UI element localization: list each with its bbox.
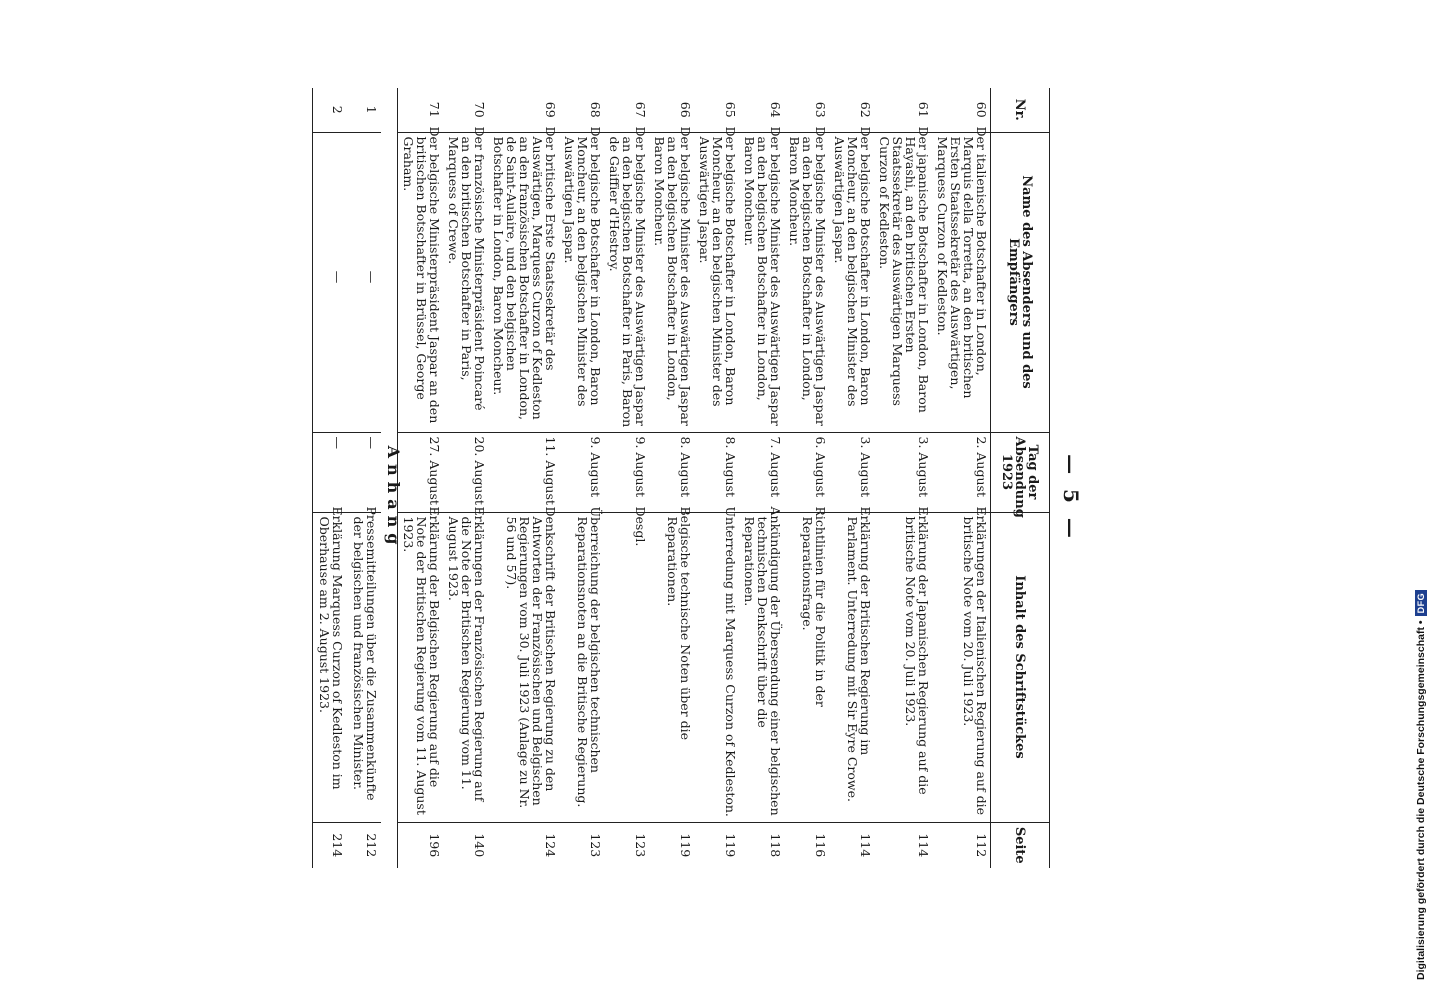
send-date: 27. August [398,432,444,512]
header-row [991,88,1050,868]
entry-number: 67 [633,101,648,118]
send-date: 2. August [932,432,991,512]
sender-recipient: Der belgische Botschafter in London, Baron Moncheur, an den belgischen Minister des Auswärtigen Jaspar. [694,132,739,432]
sender-recipient: Der belgische Minister des Auswärtigen Jaspar an den belgischen Botschafter in London, Baron Moncheur. [739,132,784,432]
page-number: — 5 — [1059,454,1083,542]
table-row [604,88,649,868]
page-ref: 119 [649,822,694,868]
document-content: Erklärungen der Italienischen Regierung auf die britische Note vom 20. Juli 1923. [932,512,991,822]
sender-recipient: — [347,132,381,432]
send-date: 11. August [488,432,559,512]
entry-number: 66 [678,101,693,118]
page-ref: 214 [313,822,348,868]
table-row [347,88,381,868]
entry-number: 61 [916,101,931,118]
sender-recipient: Der italienische Botschafter in London, Marquis della Torretta, an den britischen Ersten Staatssekretär des Auswärtigen, Marquess Curzon of Kedleston. [932,132,991,432]
page-ref: 212 [347,822,381,868]
page-ref: 196 [398,822,444,868]
dfg-logo: DFG [1415,590,1427,617]
page-ref: 116 [784,822,829,868]
header-content: Inhalt des Schriftstückes [991,512,1050,822]
sender-recipient: Der belgische Minister des Auswärtigen Jaspar an den belgischen Botschafter in London, Baron Moncheur. [649,132,694,432]
send-date: 7. August [739,432,784,512]
table-row [398,88,444,868]
sender-recipient: Der britische Erste Staatssekretär des Auswärtigen, Marquess Curzon of Kedleston an den französischen Botschafter in London, de Saint-Aulaire, und den belgischen Botschafter in London, Baron Moncheur. [488,132,559,432]
sender-recipient: Der belgische Minister des Auswärtigen Jaspar an den belgischen Botschafter in London, Baron Moncheur. [784,132,829,432]
document-content: Desgl. [604,512,649,822]
page-ref: 124 [488,822,559,868]
page-ref: 112 [932,822,991,868]
document-content: Erklärung der Britischen Regierung im Parlament. Unterredung mit Sir Eyre Crowe. [829,512,874,822]
entry-number: 71 [398,88,444,132]
header-name: Name des Absenders und des Empfängers [991,132,1050,432]
sender-recipient: Der belgische Minister des Auswärtigen Jaspar an den belgischen Botschafter in Paris, Baron de Gaiffier d'Hestroy. [604,132,649,432]
table-row [649,88,694,868]
document-content: Belgische technische Noten über die Reparationen. [649,512,694,822]
document-content: Pressemitteilungen über die Zusammenkünfte der belgischen und französischen Minister. [347,512,381,822]
page-ref: 114 [874,822,932,868]
send-date: 3. August [874,432,932,512]
send-date: 20. August [443,432,488,512]
document-content: Überreichung der belgischen technischen Reparationsnoten an die Britische Regierung. [559,512,604,822]
document-content: Erklärung der Belgischen Regierung auf die Note der Britischen Regierung vom 11. August 1923. [398,512,444,822]
send-date: 8. August [649,432,694,512]
document-content: Unterredung mit Marquess Curzon of Kedleston. [694,512,739,822]
send-date: 9. August [604,432,649,512]
page-ref: 119 [694,822,739,868]
sender-recipient: Der belgische Botschafter in London, Baron Moncheur, an den belgischen Minister des Auswärtigen Jaspar. [559,132,604,432]
sender-recipient: Der japanische Botschafter in London, Baron Hayashi, an den britischen Ersten Staatssekretär des Auswärtigen Marquess Curzon of Kedleston. [874,132,932,432]
table-row [313,88,348,868]
entry-number: 68 [588,101,603,118]
table-row [488,88,559,868]
entry-number: 1 [364,105,379,114]
document-content: Ankündigung der Übersendung einer belgischen technischen Denkschrift über die Reparationen. [739,512,784,822]
appendix-title: Anhang [384,445,403,551]
page-ref: 123 [559,822,604,868]
sender-recipient: Der französische Ministerpräsident Poincaré an den britischen Botschafter in Paris, Marquess of Crewe. [443,132,488,432]
sender-recipient: — [313,132,348,432]
send-date: — [313,432,348,512]
send-date: 6. August [784,432,829,512]
document-content: Richtlinien für die Politik in der Reparationsfrage. [784,512,829,822]
entry-number: 63 [813,101,828,118]
digitization-credit [1415,590,1427,980]
contents-table [397,88,1050,868]
page-ref: 114 [829,822,874,868]
rotated-page [108,88,1093,908]
page-ref: 118 [739,822,784,868]
entry-number: 2 [313,88,348,132]
document-content: Denkschrift der Britischen Regierung zu den Antworten der Französischen und Belgischen Regierungen vom 30. Juli 1923 (Anlage zu Nr. 56 und 57). [488,512,559,822]
sender-recipient: Der belgische Botschafter in London, Baron Moncheur, an den belgischen Minister des Auswärtigen Jaspar. [829,132,874,432]
send-date: 9. August [559,432,604,512]
entry-number: 60 [974,101,989,118]
table-row [932,88,991,868]
table-row [739,88,784,868]
entry-number: 69 [543,101,558,118]
table-row [784,88,829,868]
entry-number: 64 [768,101,783,118]
header-date: Tag der Absendung 1923 [991,432,1050,512]
header-nr: Nr. [991,88,1050,132]
send-date: 8. August [694,432,739,512]
page-ref: 123 [604,822,649,868]
table-row [829,88,874,868]
entry-number: 65 [723,101,738,118]
document-content: Erklärung der Japanischen Regierung auf die britische Note vom 20. Juli 1923. [874,512,932,822]
entry-number: 62 [858,101,873,118]
page-ref: 140 [443,822,488,868]
document-content: Erklärung Marquess Curzon of Kedleston im Oberhause am 2. August 1923. [313,512,348,822]
credit-text: Digitalisierung gefördert durch die Deutsche Forschungsgemeinschaft • [1415,620,1427,980]
table-row [694,88,739,868]
table-row [559,88,604,868]
sender-recipient: Der belgische Ministerpräsident Jaspar an den britischen Botschafter in Brüssel, George Graham. [398,132,444,432]
table-row [874,88,932,868]
appendix-table [312,88,381,868]
send-date: — [347,432,381,512]
send-date: 3. August [829,432,874,512]
document-content: Erklärungen der Französischen Regierung auf die Note der Britischen Regierung vom 11. August 1923. [443,512,488,822]
entry-number: 70 [472,101,487,118]
header-page: Seite [991,822,1050,868]
table-row [443,88,488,868]
